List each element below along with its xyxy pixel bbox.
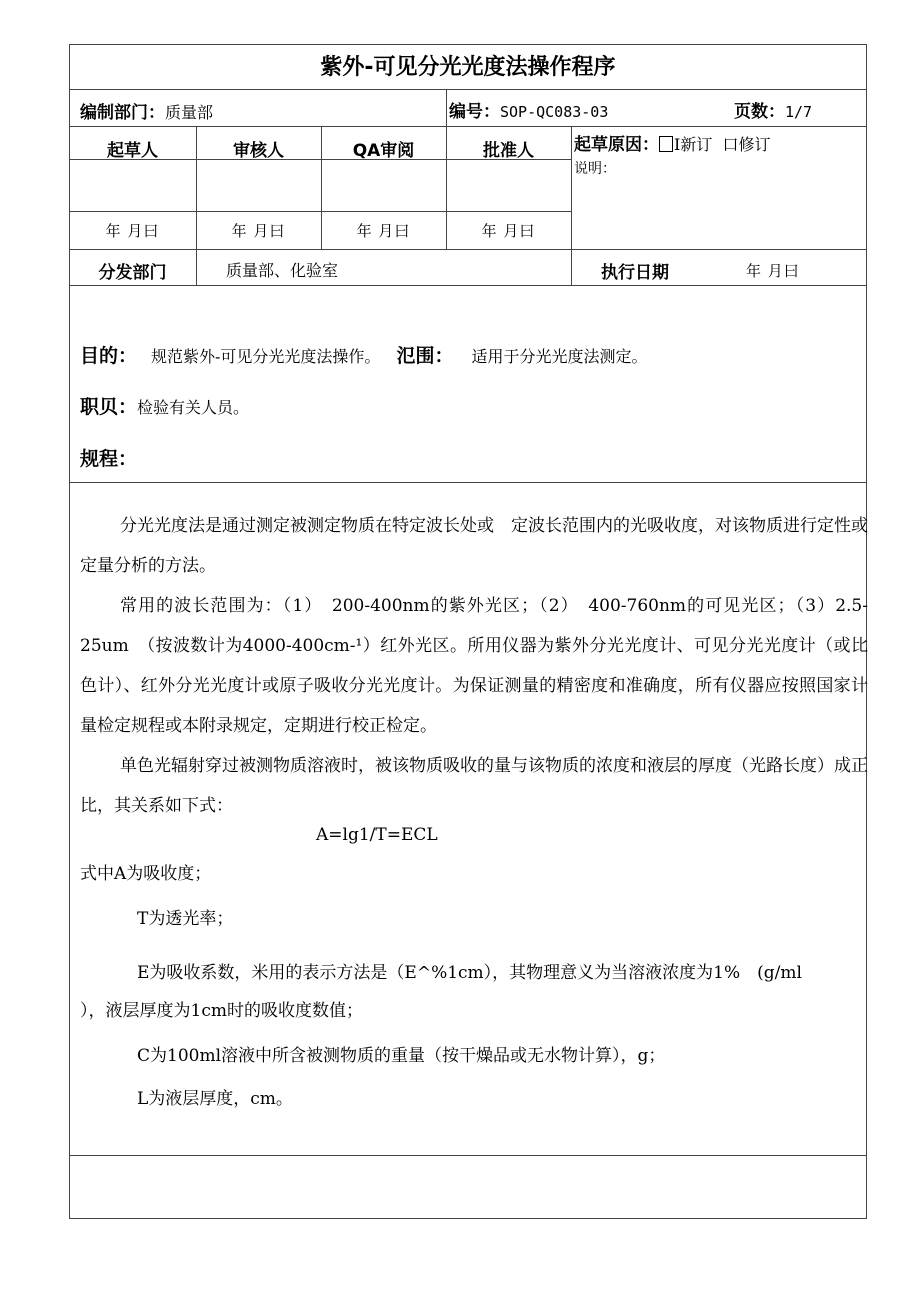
purpose-label: 目的： <box>80 345 138 367</box>
reason-new: I新订 <box>674 135 713 154</box>
dept-value: 质量部 <box>165 103 214 122</box>
exec-date-value: 年 月曰 <box>746 262 800 280</box>
scope-value: 适用于分光光度法测定。 <box>471 347 648 366</box>
col-approver: 批准人 <box>483 141 534 161</box>
scope-label: 氾围： <box>396 345 454 367</box>
duty-row <box>80 392 249 419</box>
note-label: 说明： <box>574 161 616 177</box>
definition-e: E为吸收系数，米用的表示方法是（E^%1cm），其物理意义为当溶液浓度为1% (g/ml <box>137 963 802 983</box>
divider <box>196 249 197 285</box>
definition-e-continued: ），液层厚度为1cm时的吸收度数值； <box>80 1001 363 1021</box>
page-row <box>734 97 812 122</box>
definition-c: C为100ml溶液中所含被测物质的重量（按干燥品或无水物计算），g； <box>137 1046 666 1066</box>
qa-date: 年 月曰 <box>356 222 411 240</box>
page-value: 1/7 <box>785 103 813 121</box>
drafter-date: 年 月曰 <box>105 222 160 240</box>
purpose-value: 规范紫外-可见分光光度法操作。 <box>151 347 381 366</box>
distribution-label: 分发部门 <box>98 263 167 283</box>
purpose-row <box>80 341 647 368</box>
divider <box>571 126 572 285</box>
code-row <box>449 97 608 122</box>
paragraph-wavelength: 常用的波长范围为：（1） 200-400nm的紫外光区；（2） 400-760nm的可见光区；（3）2.5-25um （按波数计为4000-400cm-¹）红外光区。所用仪器为紫外分光光度计、可见分光光度计（或比色计）、红外分光光度计或原子吸收分光光度计。为保证测量的精密度和准确度，所有仪器应按照国家计量检定规程或本附录规定，定期进行校正检定。 <box>80 596 868 736</box>
exec-date-label: 执行日期 <box>601 263 669 283</box>
checkbox-new <box>659 136 673 152</box>
draft-reason <box>574 130 771 155</box>
col-drafter: 起草人 <box>107 141 158 161</box>
duty-value: 检验有关人员。 <box>137 398 250 417</box>
divider <box>69 126 867 127</box>
paragraph-definition: 分光光度法是通过测定被测定物质在特定波长处或 定波长范围内的光吸收度，对该物质进行定性或定量分析的方法。 <box>80 516 868 576</box>
distribution-value: 质量部、化验室 <box>226 261 339 280</box>
formula: A=lg1/T=ECL <box>316 825 438 845</box>
divider <box>69 285 867 286</box>
divider <box>69 482 867 483</box>
definition-t: T为透光率； <box>137 909 234 929</box>
code-label: 编号： <box>449 102 500 122</box>
divider <box>446 89 447 126</box>
definition-a: 式中A为吸收度； <box>80 864 212 884</box>
divider <box>69 249 867 250</box>
col-reviewer: 审核人 <box>233 141 284 161</box>
divider <box>69 1155 867 1156</box>
reason-revise: 口修订 <box>722 135 771 154</box>
reason-label: 起草原因： <box>574 135 659 155</box>
page-label: 页数： <box>734 102 785 122</box>
dept-label: 编制部门： <box>80 103 165 123</box>
divider <box>69 89 867 90</box>
procedure-label: 规程： <box>80 448 138 470</box>
approver-date: 年 月曰 <box>481 222 536 240</box>
duty-label: 职贝： <box>80 396 138 418</box>
reviewer-date: 年 月曰 <box>231 222 286 240</box>
paragraph-principle: 单色光辐射穿过被测物质溶液时，被该物质吸收的量与该物质的浓度和液层的厚度（光路长度）成正比，其关系如下式： <box>80 756 868 816</box>
code-value: SOP-QC083-03 <box>500 103 609 121</box>
col-qa-review: QA审阅 <box>352 141 415 161</box>
page-title: 紫外-可见分光光度法操作程序 <box>320 55 616 80</box>
definition-l: L为液层厚度，cm。 <box>137 1089 293 1109</box>
dept-row <box>80 98 213 123</box>
